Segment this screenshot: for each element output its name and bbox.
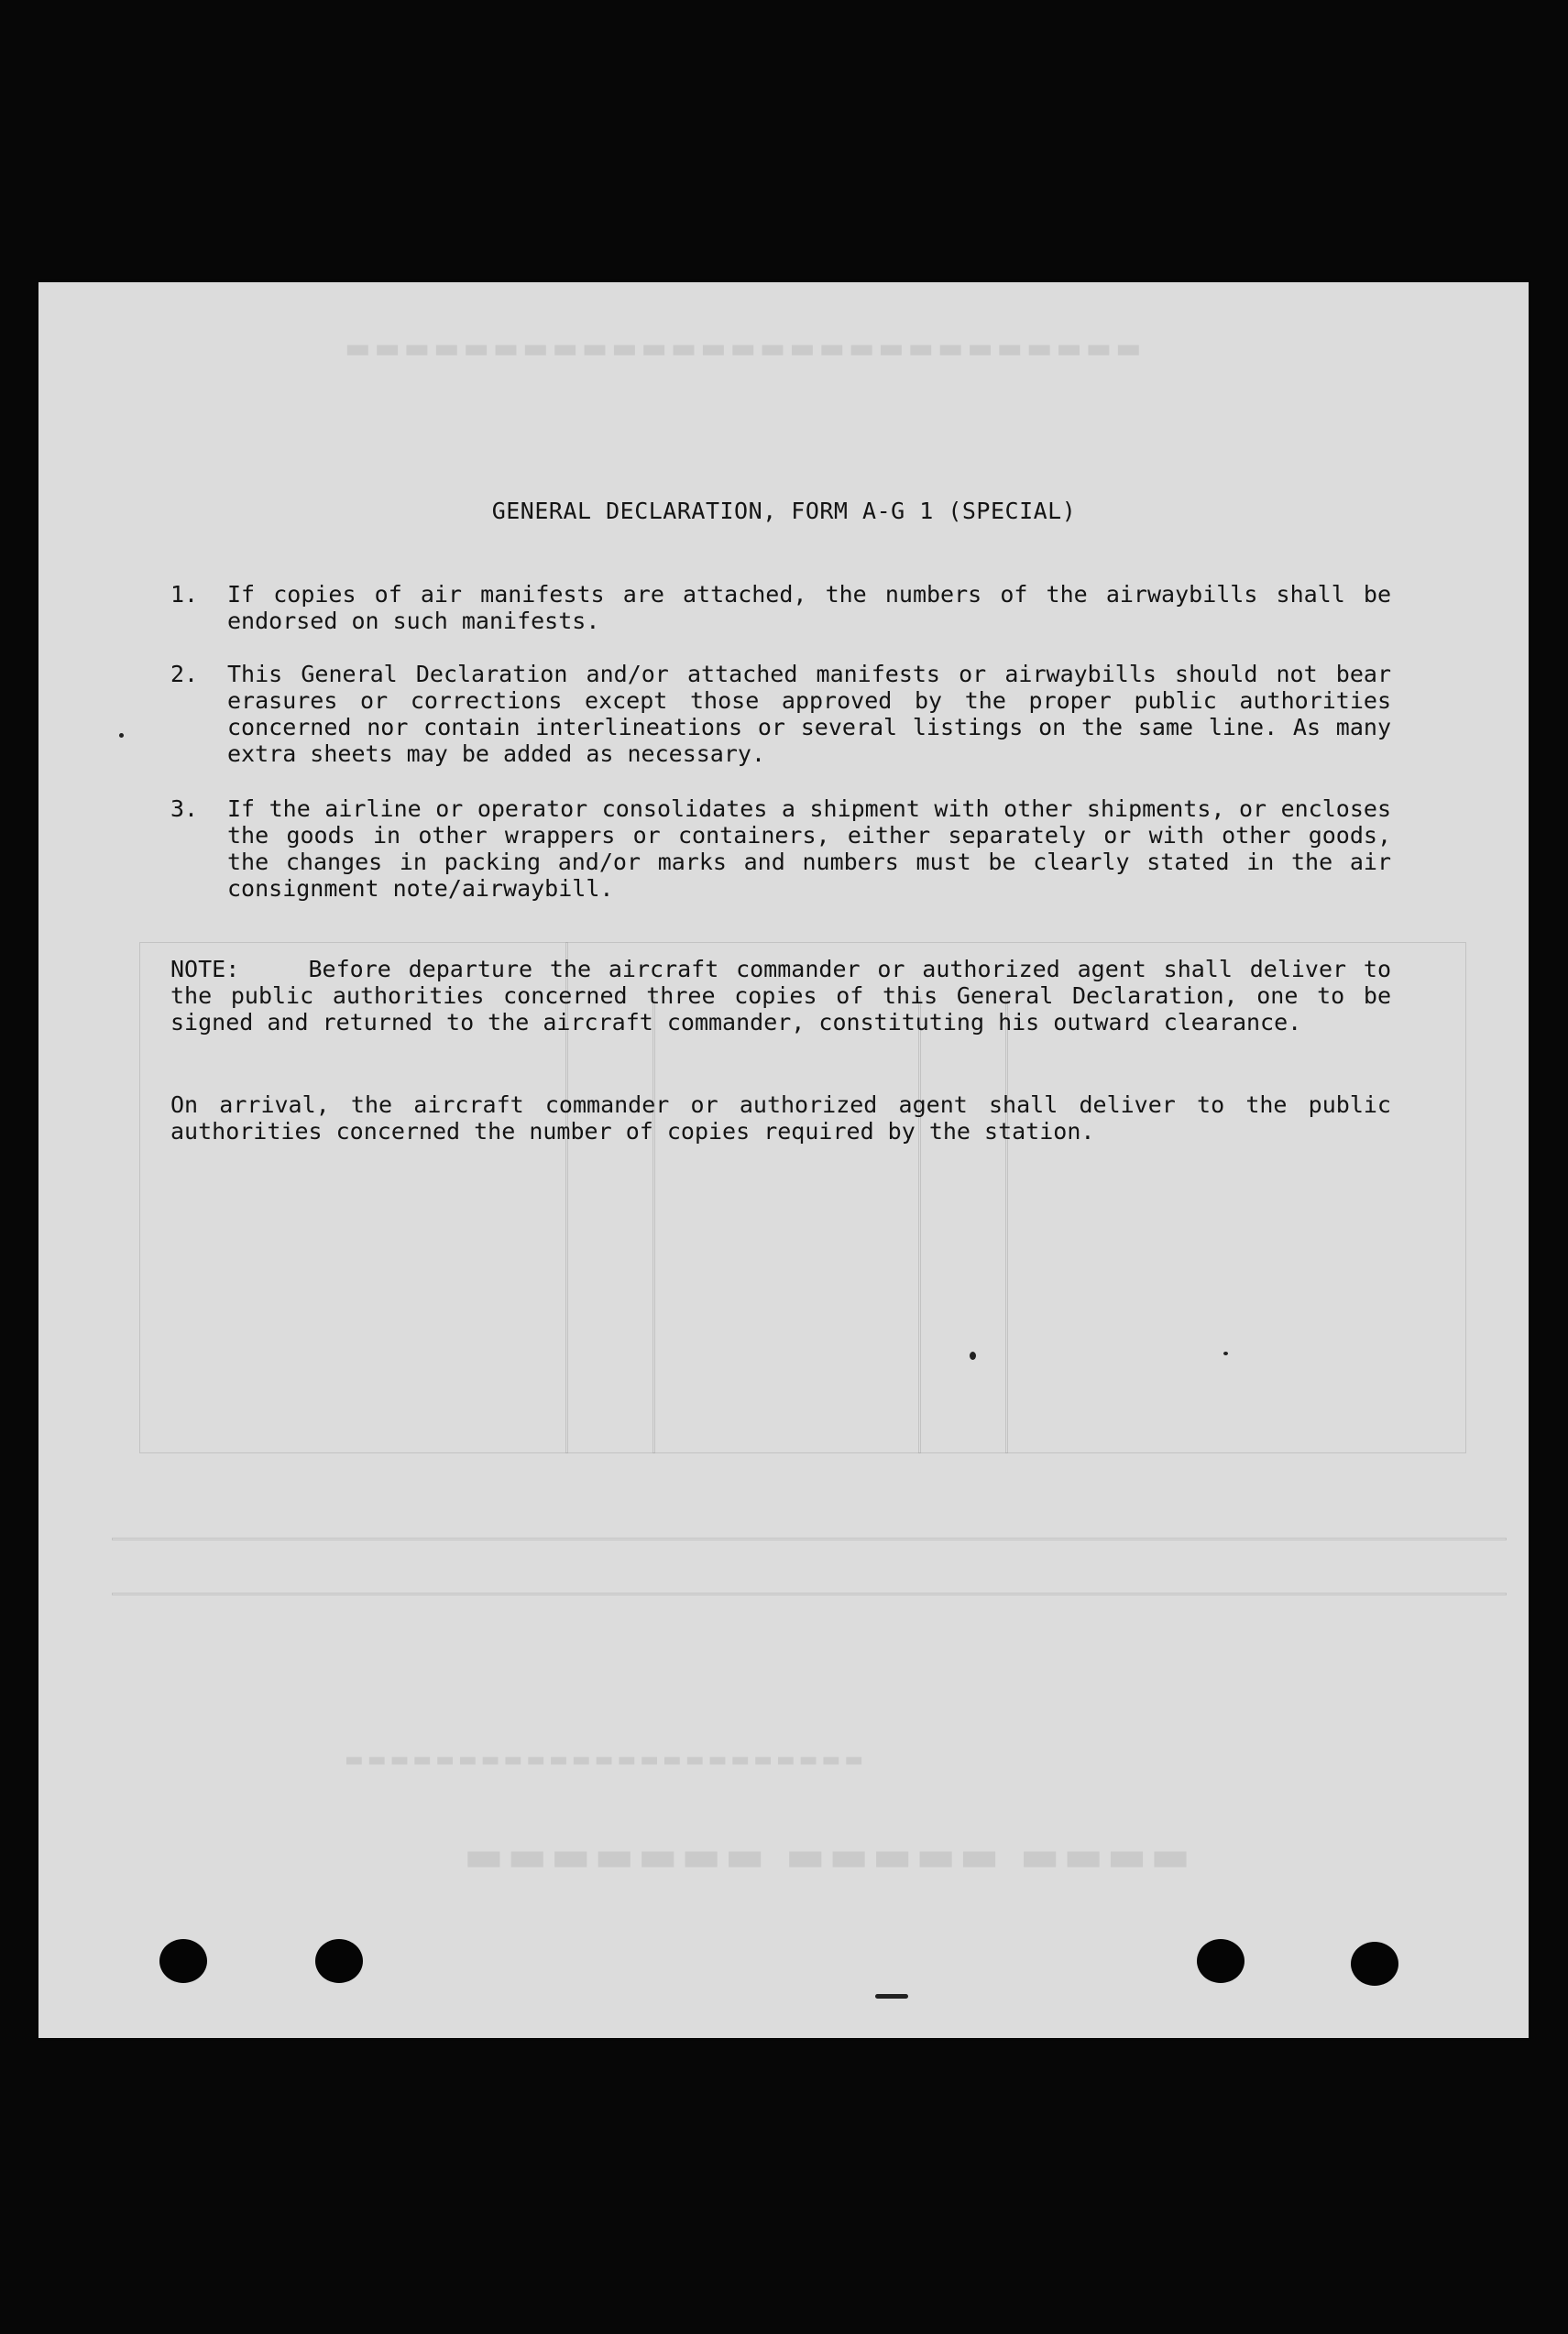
bleed-through-subheading: ▬▬▬▬▬▬▬▬▬▬▬▬▬▬▬▬▬▬▬▬▬▬▬ <box>341 1748 864 1771</box>
item-number: 2. <box>170 661 199 687</box>
punch-hole <box>1197 1939 1245 1983</box>
item-number: 1. <box>170 581 199 608</box>
punch-hole <box>159 1939 207 1983</box>
item-text: This General Declaration and/or attached manifests or airwaybills should not bear erasures or corrections except those approved by the proper public authorities concerned nor contain interlineations or several listings on the same line. As many extra sheets may be added as necessary. <box>227 661 1391 767</box>
scan-speck <box>119 733 124 738</box>
arrival-note: On arrival, the aircraft commander or authorized agent shall deliver to the public authorities concerned the number of copies required by the station. <box>170 1091 1391 1145</box>
punch-hole <box>1351 1942 1398 1986</box>
departure-note: NOTE: Before departure the aircraft commander or authorized agent shall deliver to the public authorities concerned three copies of this General Declaration, one to be signed and returned to the aircraft commander, constituting his outward clearance. <box>170 956 1406 1036</box>
bleed-through-top-heading: ▬▬▬▬▬▬▬▬▬▬▬▬▬▬▬▬▬▬▬▬▬▬▬▬▬▬▬ <box>341 333 1142 365</box>
punch-hole <box>315 1939 363 1983</box>
item-text: If copies of air manifests are attached, the numbers of the airwaybills shall be endorsed on such manifests. <box>227 581 1391 634</box>
item-number: 3. <box>170 795 199 822</box>
scan-mark <box>875 1994 908 1999</box>
scan-speck <box>1223 1352 1228 1355</box>
scan-speck <box>970 1352 976 1360</box>
document-title: GENERAL DECLARATION, FORM A-G 1 (SPECIAL) <box>491 498 1077 524</box>
item-text: If the airline or operator consolidates a shipment with other shipments, or encloses the goods in other wrappers or containers, either separately or with other goods, the changes in packing and/or marks and numbers must be clearly stated in the air consignment note/airwaybill. <box>227 795 1391 902</box>
bleed-through-heading: ▬▬▬▬ ▬▬▬▬▬ ▬▬▬▬▬▬▬ <box>460 1831 1190 1880</box>
